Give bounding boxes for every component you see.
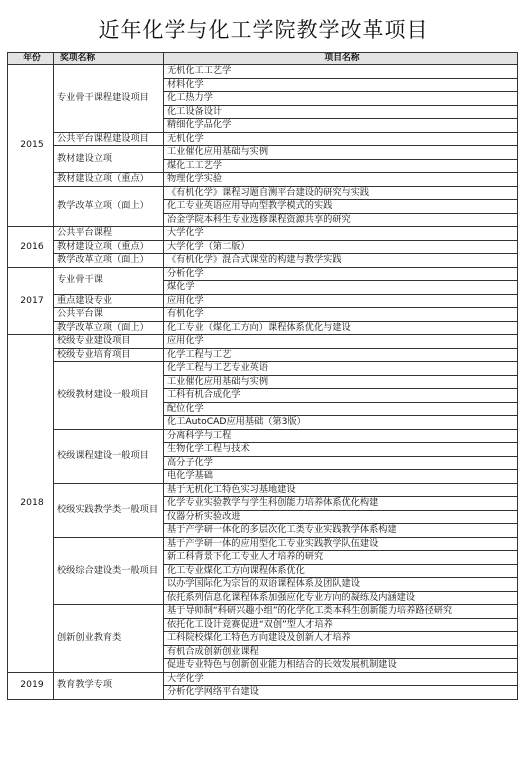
project-cell: 化工专业煤化工方向课程体系优化 (164, 564, 518, 578)
project-cell: 有机化学 (164, 308, 518, 322)
project-cell: 无机化学 (164, 132, 518, 146)
project-cell: 冶金学院本科生专业选修课程资源共享的研究 (164, 213, 518, 227)
table-row (8, 186, 518, 200)
project-cell: 电化学基础 (164, 470, 518, 484)
project-cell: 依托系列信息化课程体系加强应化专业方向的凝练及内涵建设 (164, 591, 518, 605)
award-cell: 公共平台课程 (54, 227, 164, 241)
project-cell: 煤化学 (164, 281, 518, 295)
year-cell: 2017 (8, 267, 54, 335)
project-cell: 化工专业（煤化工方向）课程体系优化与建设 (164, 321, 518, 335)
table-row (8, 362, 518, 376)
project-cell: 化学工程与工艺专业英语 (164, 362, 518, 376)
project-cell: 《有机化学》混合式课堂的构建与教学实践 (164, 254, 518, 268)
year-cell: 2019 (8, 672, 54, 699)
project-cell: 分离科学与工程 (164, 429, 518, 443)
table-row (8, 308, 518, 322)
table-row (8, 605, 518, 619)
table-row (8, 348, 518, 362)
year-cell: 2018 (8, 335, 54, 673)
header-award: 奖项名称 (54, 53, 164, 65)
award-cell: 公共平台课 (54, 308, 164, 322)
table-row (8, 267, 518, 281)
page-title: 近年化学与化工学院教学改革项目 (98, 18, 429, 42)
project-cell: 分析化学网络平台建设 (164, 686, 518, 700)
project-cell: 应用化学 (164, 335, 518, 349)
award-cell: 校级综合建设类一般项目 (54, 537, 164, 605)
table-row (8, 321, 518, 335)
award-cell: 教学改革立项（面上） (54, 186, 164, 227)
project-cell: 基于无机化工特色实习基地建设 (164, 483, 518, 497)
project-cell: 化工AutoCAD应用基础（第3版） (164, 416, 518, 430)
award-cell: 教育教学专项 (54, 672, 164, 699)
project-cell: 分析化学 (164, 267, 518, 281)
table-row (8, 294, 518, 308)
table-row (8, 335, 518, 349)
project-cell: 以办学国际化为宗旨的双语课程体系及团队建设 (164, 578, 518, 592)
project-cell: 化工热力学 (164, 92, 518, 106)
project-cell: 依托化工设计竞赛促进“双创”型人才培养 (164, 618, 518, 632)
table-row (8, 227, 518, 241)
table-header-row (8, 53, 518, 65)
project-cell: 工业催化应用基础与实例 (164, 375, 518, 389)
project-cell: 促进专业特色与创新创业能力相结合的长效发展机制建设 (164, 659, 518, 673)
project-cell: 煤化工工艺学 (164, 159, 518, 173)
table-row (8, 429, 518, 443)
award-cell: 公共平台课程建设项目 (54, 132, 164, 146)
table-row (8, 672, 518, 686)
project-cell: 高分子化学 (164, 456, 518, 470)
project-cell: 工科院校煤化工特色方向建设及创新人才培养 (164, 632, 518, 646)
project-cell: 基于产学研一体化的多层次化工类专业实践教学体系构建 (164, 524, 518, 538)
project-cell: 精细化学品化学 (164, 119, 518, 133)
award-cell: 专业骨干课 (54, 267, 164, 294)
award-cell: 重点建设专业 (54, 294, 164, 308)
year-cell: 2016 (8, 227, 54, 268)
award-cell: 教材建设立项 (54, 146, 164, 173)
table-row (8, 483, 518, 497)
project-cell: 材料化学 (164, 78, 518, 92)
project-cell: 无机化工工艺学 (164, 65, 518, 79)
project-cell: 配位化学 (164, 402, 518, 416)
table-row (8, 537, 518, 551)
table-row (8, 173, 518, 187)
project-cell: 工科有机合成化学 (164, 389, 518, 403)
award-cell: 教材建设立项（重点） (54, 240, 164, 254)
table-row (8, 132, 518, 146)
project-cell: 大学化学 (164, 227, 518, 241)
project-cell: 大学化学 (164, 672, 518, 686)
project-cell: 化学专业实验教学与学生科创能力培养体系优化构建 (164, 497, 518, 511)
award-cell: 校级课程建设一般项目 (54, 429, 164, 483)
award-cell: 校级专业建设项目 (54, 335, 164, 349)
table-body (8, 65, 518, 700)
project-cell: 新工科背景下化工专业人才培养的研究 (164, 551, 518, 565)
project-cell: 大学化学（第二版） (164, 240, 518, 254)
project-cell: 物理化学实验 (164, 173, 518, 187)
award-cell: 教学改革立项（面上） (54, 321, 164, 335)
award-cell: 创新创业教育类 (54, 605, 164, 673)
table-row (8, 146, 518, 160)
project-cell: 化工专业英语应用导向型教学模式的实践 (164, 200, 518, 214)
table-row (8, 65, 518, 79)
award-cell: 校级实践教学类一般项目 (54, 483, 164, 537)
projects-table (7, 52, 518, 700)
award-cell: 专业骨干课程建设项目 (54, 65, 164, 133)
project-cell: 基于导师制“科研兴趣小组”的化学化工类本科生创新能力培养路径研究 (164, 605, 518, 619)
project-cell: 《有机化学》课程习题自测平台建设的研究与实践 (164, 186, 518, 200)
project-cell: 基于产学研一体的应用型化工专业实践教学队伍建设 (164, 537, 518, 551)
project-cell: 仪器分析实验改进 (164, 510, 518, 524)
header-project: 项目名称 (164, 53, 518, 65)
project-cell: 化工设备设计 (164, 105, 518, 119)
award-cell: 教材建设立项（重点） (54, 173, 164, 187)
header-year: 年份 (8, 53, 54, 65)
project-cell: 有机合成创新创业课程 (164, 645, 518, 659)
project-cell: 化学工程与工艺 (164, 348, 518, 362)
project-cell: 生物化学工程与技术 (164, 443, 518, 457)
award-cell: 教学改革立项（面上） (54, 254, 164, 268)
table-row (8, 240, 518, 254)
award-cell: 校级教材建设一般项目 (54, 362, 164, 430)
table-row (8, 254, 518, 268)
award-cell: 校级专业培育项目 (54, 348, 164, 362)
year-cell: 2015 (8, 65, 54, 227)
project-cell: 工业催化应用基础与实例 (164, 146, 518, 160)
project-cell: 应用化学 (164, 294, 518, 308)
